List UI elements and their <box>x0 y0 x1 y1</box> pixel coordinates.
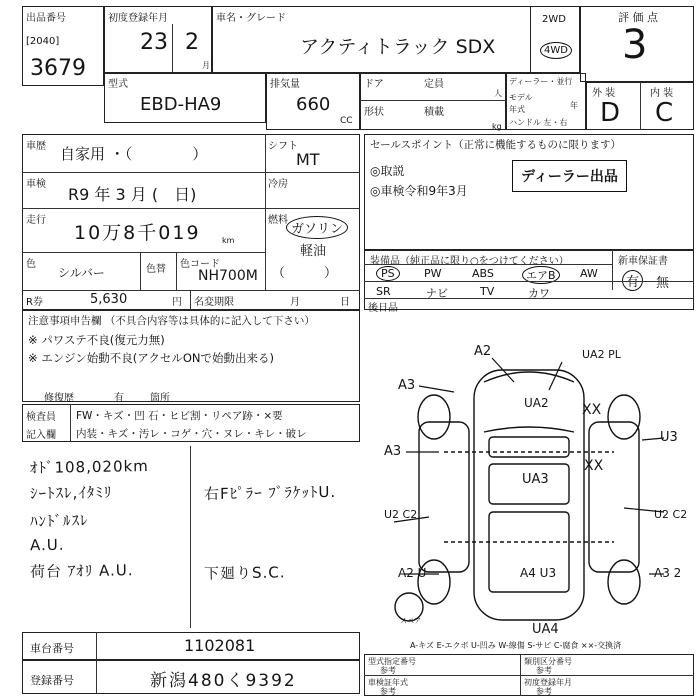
diagram-label: UA2 PL <box>582 348 621 361</box>
shape-label: 形状 <box>364 107 384 118</box>
first-reg-month: 2 <box>185 30 199 55</box>
exterior-label: 外 装 <box>592 88 616 99</box>
cc-unit: CC <box>340 116 353 126</box>
dealer-label: ディーラー・並行 <box>509 77 573 86</box>
color-value: シルバー <box>58 266 105 280</box>
diagram-label: UA3 <box>522 472 549 487</box>
sales-item-2: ◎車検令和9年3月 <box>370 184 468 198</box>
special-label: 型式指定番号 <box>368 657 416 666</box>
capacity-label: 定員 <box>424 79 444 90</box>
shift-value: MT <box>296 150 320 169</box>
displacement-label: 排気量 <box>270 79 300 90</box>
term-day: 日 <box>340 297 350 308</box>
score-value: 3 <box>622 22 648 68</box>
inspection-label: 車検 <box>26 179 46 190</box>
equip-airbag: エアB <box>522 266 560 284</box>
spare-label: スペア <box>400 617 421 625</box>
rear-seat-label: 後日品 <box>368 303 398 314</box>
use-value: 自家用 ・（ ） <box>60 145 208 163</box>
chassis-label: 車台番号 <box>30 642 74 655</box>
load-label: 積載 <box>424 107 444 118</box>
warranty-yes: 有 <box>622 270 643 291</box>
year-unit: 年 <box>570 101 578 110</box>
hand-note-left-2: ｼｰﾄｽﾚ,ｲﾀﾐﾘ <box>29 483 113 503</box>
recycle-value: 5,630 <box>90 292 128 307</box>
model-name: アクティトラック SDX <box>300 36 496 58</box>
hand-note-left-4: A.U. <box>29 535 65 555</box>
diagram-legend: A-キズ E-エクボ U-凹み W-線傷 S-サビ C-腐食 ××-交換済 <box>410 641 622 650</box>
category-ref: 参考 <box>536 666 552 675</box>
first-reg-footer-label: 初度登録年月 <box>524 678 572 687</box>
model-year-footer-label: 車検証年式 <box>368 678 408 687</box>
year-label: 年式 <box>509 105 525 114</box>
chassis-value: 1102081 <box>184 636 256 655</box>
hand-note-left-5: 荷台 ｱｵﾘ A.U. <box>29 561 134 581</box>
door-label: ドア <box>364 79 384 90</box>
color-code-value: NH700M <box>198 268 258 284</box>
diagram-label: U2 C2 <box>384 508 418 521</box>
sales-item-1: ◎取説 <box>370 164 405 178</box>
repair-location-label: 箇所 <box>150 393 170 404</box>
diagram-label: UA4 <box>532 622 559 637</box>
people-unit: 人 <box>494 89 502 98</box>
model-year-label: モデル <box>509 93 533 102</box>
diagram-label: XX <box>582 402 602 418</box>
hand-note-right-1: 右Fﾋﾟﾗｰ ﾌﾞﾗｹｯﾄU. <box>203 482 337 504</box>
recycle-label: R券 <box>26 297 43 308</box>
color-label: 色 <box>26 259 36 270</box>
inspector-exterior-items: FW・キズ・凹 石・ヒビ割・リペア跡・×要 <box>76 410 283 422</box>
warranty-label: 新車保証書 <box>618 256 668 267</box>
hand-note-right-2: 下廻りS.C. <box>203 563 286 583</box>
hand-note-left-1: ｵﾄﾞ108,020km <box>29 456 149 478</box>
inspector-label-2: 記入欄 <box>26 430 56 441</box>
ac-label: 冷房 <box>268 179 288 190</box>
diagram-label: A3 <box>384 444 402 459</box>
equip-leather: カワ <box>528 287 550 300</box>
diagram-label: A2 U <box>398 566 427 580</box>
warranty-no: 無 <box>656 276 670 291</box>
type-label: 型式 <box>108 79 128 90</box>
diagram-label: U2 C2 <box>654 508 688 521</box>
km-unit: km <box>222 236 235 245</box>
first-reg-year: 23 <box>140 30 168 55</box>
equip-ps: PS <box>376 266 400 281</box>
shift-label: シフト <box>268 141 298 152</box>
exterior-grade: D <box>600 98 621 128</box>
inspection-value: R9 年 3 月 ( 日) <box>68 185 197 204</box>
lot-number: 3679 <box>30 56 86 81</box>
equip-pw: PW <box>424 267 442 280</box>
fuel-gasoline: ガソリン <box>286 216 348 239</box>
diagram-label: A4 U3 <box>520 566 557 580</box>
notes-title: 注意事項申告欄 （不具合内容等は具体的に記入して下さい） <box>28 315 315 327</box>
inspector-interior-items: 内装・キズ・汚レ・コゲ・穴・ヌレ・キレ・破レ <box>76 428 307 440</box>
color-code-label: 色コード <box>180 259 220 270</box>
kg-unit: kg <box>492 122 502 131</box>
diagram-label: U3 <box>660 430 678 445</box>
equip-aw: AW <box>580 267 598 280</box>
sales-title: セールスポイント（正常に機能するものに限ります） <box>370 139 622 151</box>
mileage-label: 走行 <box>26 215 46 226</box>
model-year-footer-ref: 参考 <box>380 687 396 696</box>
type-value: EBD-HA9 <box>140 94 222 115</box>
first-reg-label: 初度登録年月 <box>108 13 168 24</box>
use-label: 車歴 <box>26 141 46 152</box>
repair-label: 修復歴 <box>44 393 74 404</box>
inspector-label-1: 検査員 <box>26 412 56 423</box>
notes-line-2: ※ エンジン始動不良(アクセルONで始動出来る) <box>28 351 274 365</box>
term-month: 月 <box>290 297 300 308</box>
dealer-badge: ディーラー出品 <box>512 160 627 192</box>
equip-tv: TV <box>480 285 495 298</box>
color-change-label: 色替 <box>146 264 166 275</box>
score-label: 評 価 点 <box>618 11 658 24</box>
model-name-label: 車名・グレード <box>216 13 286 24</box>
interior-label: 内 装 <box>650 88 674 99</box>
interior-grade: C <box>655 98 674 128</box>
notes-line-1: ※ パワステ不良(復元力無) <box>28 333 165 347</box>
hand-note-left-3: ﾊﾝﾄﾞﾙｽﾚ <box>29 511 89 531</box>
special-ref: 参考 <box>380 666 396 675</box>
equip-sr: SR <box>376 285 391 298</box>
fuel-diesel: 軽油 <box>300 244 327 259</box>
fuel-paren: （ ） <box>272 266 338 281</box>
equipment-title: 装備品（純正品に限り○をつけてください） <box>370 256 569 267</box>
month-unit: 月 <box>202 61 210 70</box>
drive-4wd: 4WD <box>540 42 572 59</box>
repair-value: 有 <box>114 393 124 404</box>
handle-label: ハンドル 左・右 <box>509 118 568 127</box>
plate-value: 新潟480く9392 <box>150 671 297 691</box>
drive-2wd: 2WD <box>542 14 566 25</box>
equip-abs: ABS <box>472 267 494 280</box>
diagram-label: XX <box>584 458 604 474</box>
lot-label: 出品番号 <box>26 13 66 24</box>
diagram-label: A3 2 <box>654 566 682 580</box>
diagram-label: A2 <box>474 344 492 359</box>
diagram-label: UA2 <box>524 396 549 410</box>
equip-navi: ナビ <box>426 287 448 300</box>
category-label: 類別区分番号 <box>524 657 572 666</box>
first-reg-footer-ref: 参考 <box>536 687 552 696</box>
lot-code: [2040] <box>26 36 60 47</box>
displacement-value: 660 <box>296 94 331 115</box>
diagram-label: A3 <box>398 378 416 393</box>
plate-label: 登録番号 <box>30 674 74 687</box>
fuel-label: 燃料 <box>268 215 288 226</box>
mileage-value: 10万8千019 <box>74 222 201 244</box>
yen-unit: 円 <box>172 297 182 308</box>
term-label: 名変期限 <box>194 297 234 308</box>
